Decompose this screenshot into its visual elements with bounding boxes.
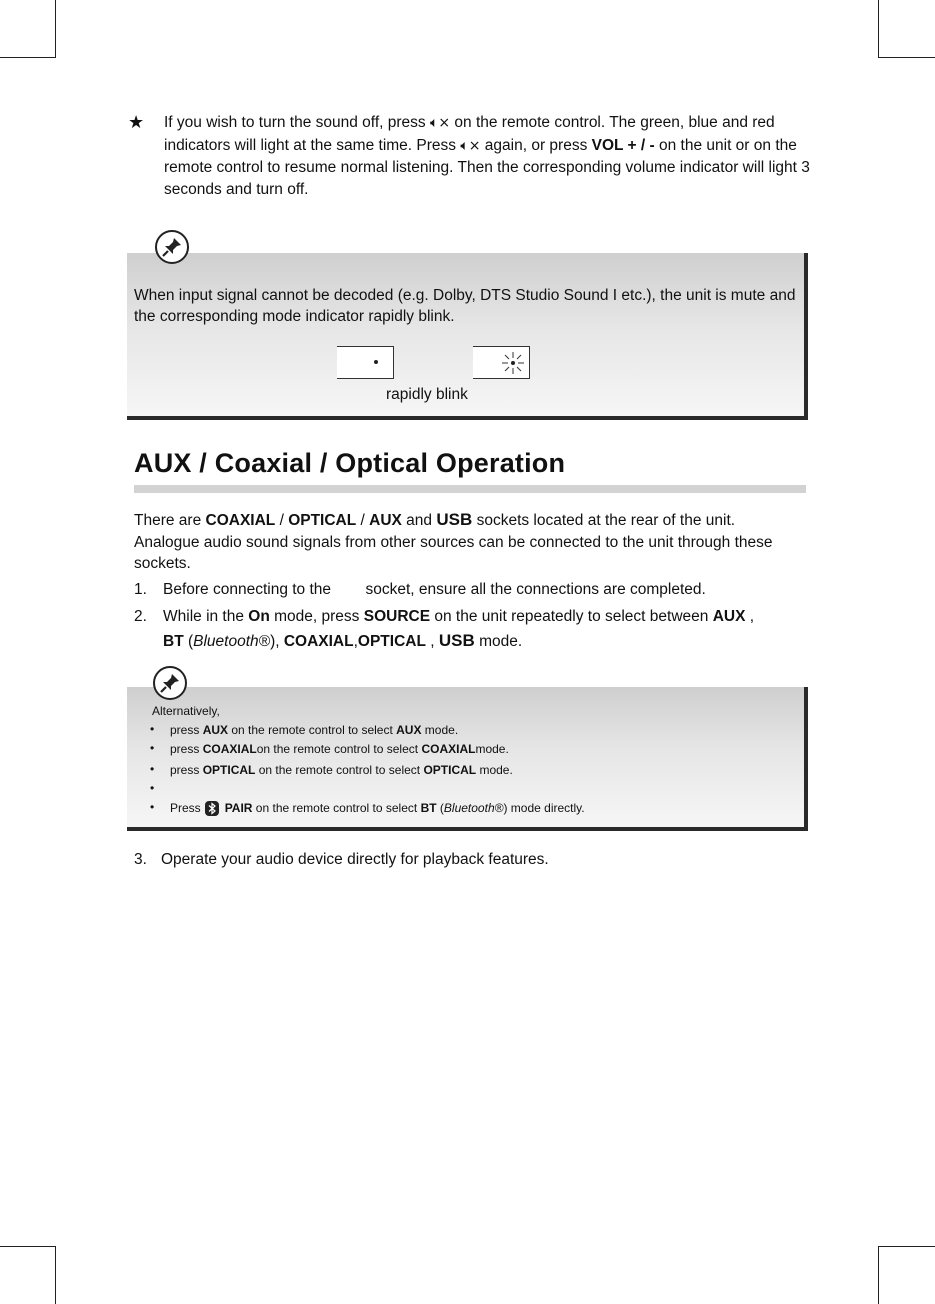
mute-icon: 🔈︎× bbox=[429, 115, 451, 131]
alt-item-optical: press OPTICAL on the remote control to select OPTICAL mode. bbox=[170, 763, 513, 777]
crop-mark bbox=[878, 1246, 879, 1304]
heading-rule bbox=[134, 485, 806, 493]
indicator-display-blink bbox=[473, 346, 530, 379]
bullet: • bbox=[150, 741, 155, 755]
alternatives-intro: Alternatively, bbox=[152, 704, 220, 718]
crop-mark bbox=[55, 1246, 56, 1304]
crop-mark bbox=[0, 57, 56, 58]
bullet: • bbox=[150, 800, 155, 814]
bullet: • bbox=[150, 762, 155, 776]
crop-mark bbox=[878, 57, 935, 58]
star-icon: ★ bbox=[128, 112, 145, 132]
decode-note-text: When input signal cannot be decoded (e.g. Dolby, DTS Studio Sound I etc.), the unit is mute and the corresponding mode indicator rapidly blink. bbox=[134, 287, 796, 325]
alt-item-pair: Press PAIR on the remote control to select BT (Bluetooth®) mode directly. bbox=[170, 801, 585, 815]
crop-mark bbox=[878, 0, 879, 57]
alt-item-aux: press AUX on the remote control to select AUX mode. bbox=[170, 723, 459, 737]
section-title: AUX / Coaxial / Optical Operation bbox=[134, 448, 566, 478]
mute-icon: 🔈︎× bbox=[460, 137, 481, 154]
crop-mark bbox=[0, 1246, 56, 1247]
indicator-display-normal bbox=[337, 346, 394, 379]
bullet: • bbox=[150, 781, 155, 795]
bluetooth-icon bbox=[205, 801, 219, 816]
blink-caption: rapidly blink bbox=[386, 386, 468, 403]
bullet: • bbox=[150, 722, 155, 736]
crop-mark bbox=[878, 1246, 935, 1247]
intro-paragraph: There are COAXIAL / OPTICAL / AUX and USB sockets located at the rear of the unit. Analogue audio sound signals from other sources can be connected to the unit through these sockets. bbox=[134, 510, 773, 572]
blink-icon bbox=[501, 351, 525, 375]
pin-icon bbox=[153, 666, 187, 700]
pin-icon bbox=[155, 230, 189, 264]
mute-note-text: If you wish to turn the sound off, press 🔈︎× on the remote control. The green, blue and red indicators will light at the same time. Press 🔈︎× again, or press VOL + / - on the unit or on the remote control to resume normal listening. Then the corresponding volume indicator will light 3 seconds and turn off. bbox=[164, 114, 810, 198]
alt-item-coaxial: press COAXIALon the remote control to select COAXIALmode. bbox=[170, 742, 509, 756]
crop-mark bbox=[55, 0, 56, 57]
